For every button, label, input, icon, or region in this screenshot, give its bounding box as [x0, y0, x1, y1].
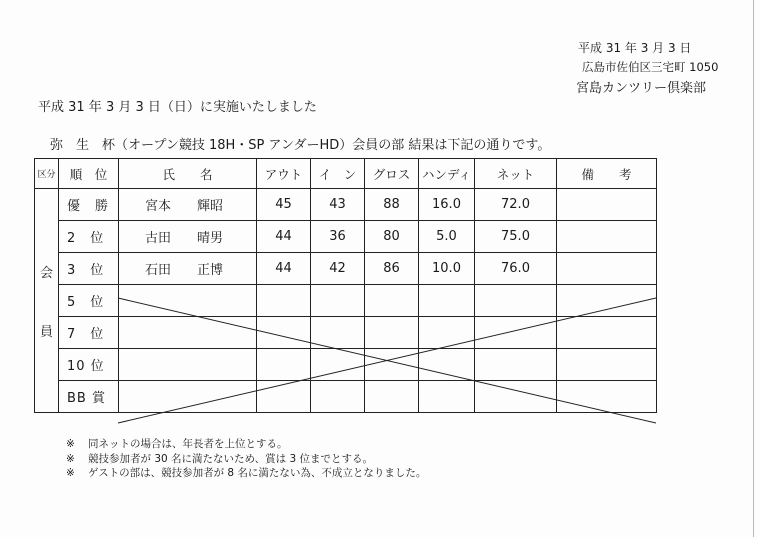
- empty-cell: [119, 317, 257, 349]
- remarks-cell: [557, 253, 657, 285]
- name-cell: [119, 221, 257, 253]
- header-in: イ ン: [311, 159, 365, 189]
- family-name: 石田: [145, 263, 172, 278]
- rank-cell: 5 位: [59, 285, 119, 317]
- net-cell: 75.0: [475, 221, 557, 253]
- hdcp-cell: 10.0: [419, 253, 475, 285]
- category-cell: [35, 189, 59, 413]
- family-name: 宮本: [145, 199, 172, 214]
- empty-cell: [475, 349, 557, 381]
- note-mark: ※: [66, 467, 75, 479]
- empty-cell: [365, 285, 419, 317]
- in-cell: 42: [311, 253, 365, 285]
- remarks-cell: [557, 221, 657, 253]
- result-line: 弥 生 杯（オープン競技 18H・SP アンダーHD）会員の部 結果は下記の通りです。: [50, 138, 551, 153]
- header-out: アウト: [257, 159, 311, 189]
- hdcp-cell: 5.0: [419, 221, 475, 253]
- empty-cell: [419, 381, 475, 413]
- empty-cell: [311, 317, 365, 349]
- page-edge: [753, 0, 754, 537]
- given-name: 晴男: [197, 231, 224, 246]
- empty-cell: [475, 317, 557, 349]
- empty-cell: [119, 381, 257, 413]
- net-cell: 72.0: [475, 189, 557, 221]
- gross-cell: 88: [365, 189, 419, 221]
- empty-cell: [557, 349, 657, 381]
- intro-line: 平成 31 年 3 月 3 日（日）に実施いたしました: [38, 100, 317, 115]
- club-address: 広島市佐伯区三宅町 1050: [582, 60, 719, 74]
- name-cell: [119, 189, 257, 221]
- family-name: 古田: [145, 231, 172, 246]
- rank-cell: 優 勝: [59, 189, 119, 221]
- out-cell: 45: [257, 189, 311, 221]
- empty-cell: [557, 317, 657, 349]
- empty-cell: [419, 349, 475, 381]
- empty-cell: [365, 349, 419, 381]
- gross-cell: 80: [365, 221, 419, 253]
- rank-cell: 10 位: [59, 349, 119, 381]
- table-row: [35, 285, 657, 317]
- table-row: [35, 221, 657, 253]
- club-name: 宮島カンツリー倶楽部: [576, 81, 707, 96]
- empty-cell: [311, 285, 365, 317]
- table-row: [35, 189, 657, 221]
- given-name: 正博: [197, 263, 224, 278]
- header-kubun: 区分: [35, 159, 59, 189]
- empty-cell: [365, 317, 419, 349]
- rank-cell: BB 賞: [59, 381, 119, 413]
- header-row: [35, 159, 657, 189]
- table-row: [35, 317, 657, 349]
- empty-cell: [557, 285, 657, 317]
- out-cell: 44: [257, 253, 311, 285]
- hdcp-cell: 16.0: [419, 189, 475, 221]
- empty-cell: [311, 349, 365, 381]
- header-remarks: 備 考: [557, 159, 657, 189]
- note-item: ※ 同ネットの場合は、年長者を上位とする。: [66, 438, 288, 450]
- empty-cell: [557, 381, 657, 413]
- given-name: 輝昭: [197, 199, 224, 214]
- empty-cell: [475, 381, 557, 413]
- in-cell: 43: [311, 189, 365, 221]
- results-table: [34, 158, 657, 413]
- empty-cell: [257, 349, 311, 381]
- header-name: 氏 名: [119, 159, 257, 189]
- empty-cell: [257, 285, 311, 317]
- notes: [66, 437, 426, 481]
- net-cell: 76.0: [475, 253, 557, 285]
- remarks-cell: [557, 189, 657, 221]
- note-item: ※ 競技参加者が 30 名に満たないため、賞は 3 位までとする。: [66, 452, 373, 465]
- empty-cell: [475, 285, 557, 317]
- table-row: [35, 253, 657, 285]
- empty-cell: [419, 285, 475, 317]
- category-char: 員: [39, 324, 53, 340]
- out-cell: 44: [257, 221, 311, 253]
- empty-cell: [257, 381, 311, 413]
- header-net: ネット: [475, 159, 557, 189]
- empty-cell: [365, 381, 419, 413]
- rank-cell: 2 位: [59, 221, 119, 253]
- table-row: [35, 381, 657, 413]
- in-cell: 36: [311, 221, 365, 253]
- empty-cell: [257, 317, 311, 349]
- header-gross: グロス: [365, 159, 419, 189]
- rank-cell: 3 位: [59, 253, 119, 285]
- empty-cell: [119, 349, 257, 381]
- header-hdcp: ハンディ: [419, 159, 475, 189]
- header-rank: 順 位: [59, 159, 119, 189]
- issue-date: 平成 31 年 3 月 3 日: [578, 41, 692, 55]
- name-cell: [119, 253, 257, 285]
- gross-cell: 86: [365, 253, 419, 285]
- empty-cell: [419, 317, 475, 349]
- empty-cell: [311, 381, 365, 413]
- note-mark: ※: [66, 452, 75, 465]
- empty-cell: [119, 285, 257, 317]
- rank-cell: 7 位: [59, 317, 119, 349]
- category-char: 会: [39, 265, 53, 281]
- note-mark: ※: [66, 438, 75, 450]
- table-row: [35, 349, 657, 381]
- note-item: ※ ゲストの部は、競技参加者が 8 名に満たない為、不成立となりました。: [66, 467, 427, 479]
